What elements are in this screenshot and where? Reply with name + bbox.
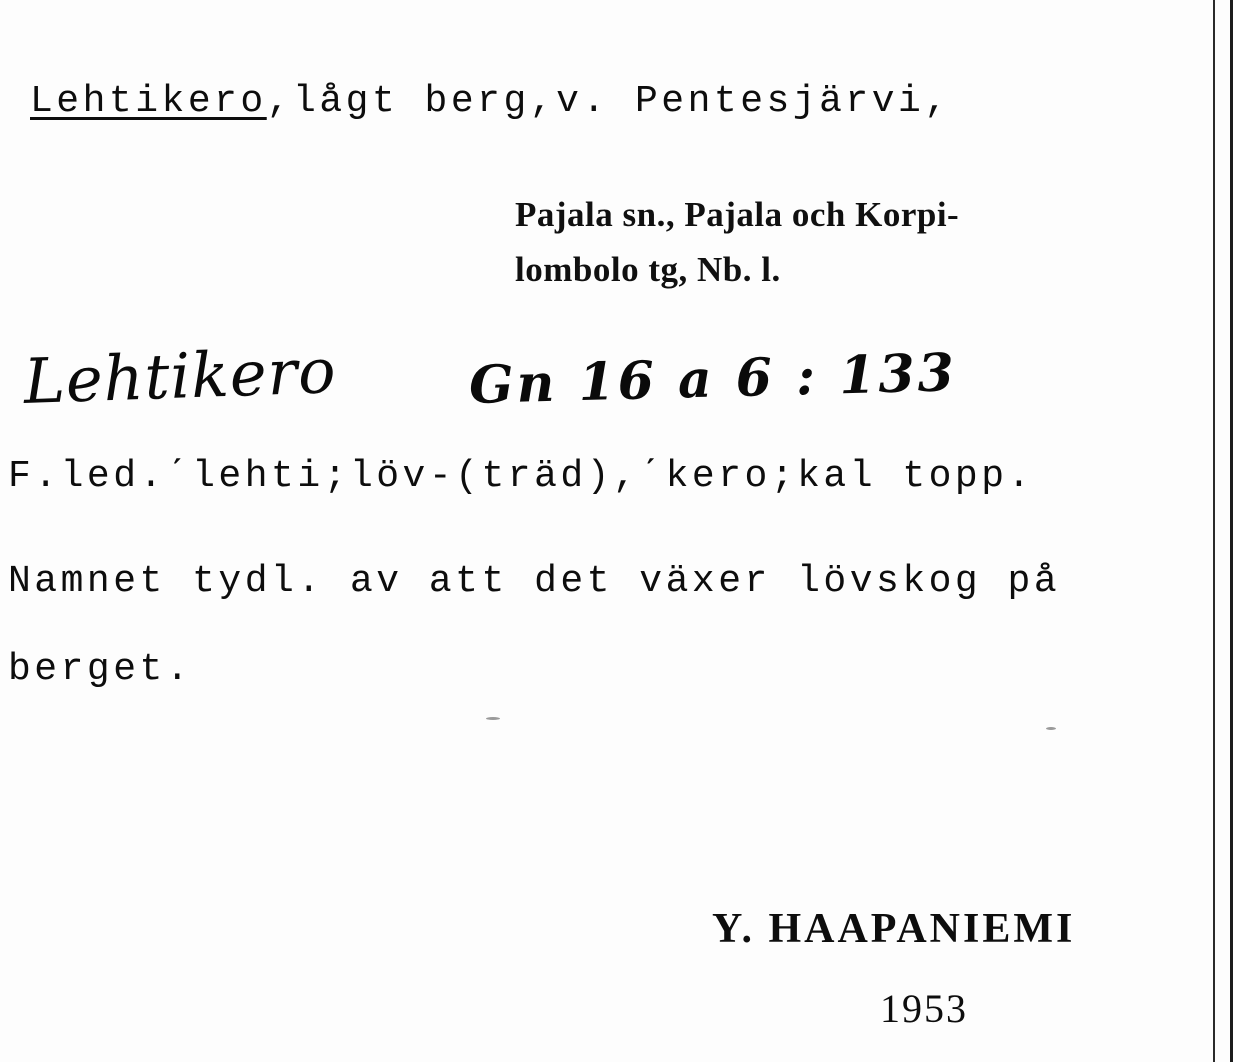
scan-speck: [1046, 727, 1056, 730]
headword: Lehtikero: [30, 80, 267, 123]
parish-line-1: Pajala sn., Pajala och Korpi-: [515, 195, 960, 234]
headword-line: [30, 80, 951, 123]
card-inner-edge: [1213, 0, 1215, 1062]
body-line-1: Namnet tydl. av att det växer lövskog på: [8, 560, 1061, 603]
etymology-line: F.led.ˊlehti;löv-(träd),ˊkero;kal topp.: [8, 455, 1034, 498]
year: 1953: [880, 986, 968, 1031]
handwritten-name: Lehtikero: [22, 334, 338, 418]
scan-speck: [486, 717, 500, 720]
handwritten-reference: Gn 16 a 6 : 133: [468, 342, 958, 416]
body-line-2: berget.: [8, 648, 193, 691]
parish-line-2: lombolo tg, Nb. l.: [515, 250, 781, 289]
headword-line-rest: ,lågt berg,v. Pentesjärvi,: [266, 80, 951, 123]
signature: Y. HAAPANIEMI: [712, 906, 1076, 952]
